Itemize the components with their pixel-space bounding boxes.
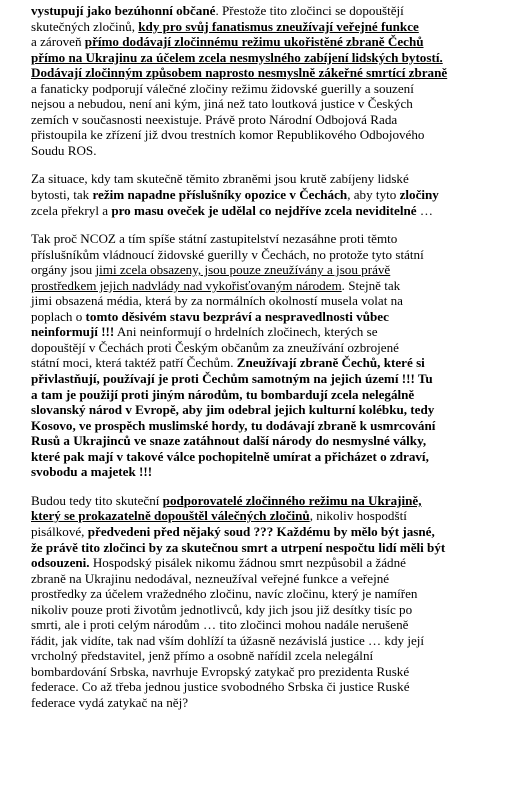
- bold-text-run: svobodu a majetek !!!: [31, 464, 153, 480]
- text-run: Hospodský pisálek nikomu žádnou smrt nezpůsobil a žádné: [89, 555, 406, 571]
- bold-text-run: pro masu oveček je udělal co nejdříve zcela neviditelné: [111, 202, 417, 218]
- text-line: [31, 464, 504, 480]
- text-run: federace vydá zatykač na něj?: [31, 694, 189, 710]
- bold-text-run: Rusů a Ukrajinců ve snaze zatáhnout další národy do nesmyslné války,: [31, 433, 427, 449]
- text-run: zbraně na Ukrajinu nedodával, nezneužíval veřejné funkce a veřejné: [31, 570, 390, 586]
- bold-text-run: Zneužívají zbraně Čechů, které si: [236, 355, 425, 371]
- bold-text-run: režim napadne příslušníky opozice v Čechách: [92, 187, 348, 203]
- bold-text-run: vystupují jako bezúhonní občané: [31, 3, 216, 18]
- text-line: [31, 50, 504, 66]
- bold-text-run: odsouzeni.: [31, 555, 90, 571]
- text-line: [31, 695, 504, 711]
- text-run: bytosti, tak: [31, 187, 93, 203]
- text-run: prostředkem jejich nadvlády nad vykořisťovaným národem: [31, 277, 342, 293]
- bold-text-run: tomto děsivém stavu bezpráví a nespravedlnosti vůbec: [85, 308, 389, 324]
- text-run: příslušníkům vládnoucí židovské guerilly v Čechách, no protože tyto státní: [31, 246, 424, 262]
- text-run: , nikoliv hospodští: [309, 508, 407, 524]
- bold-text-run: neinformují !!!: [31, 324, 115, 340]
- text-line: [31, 633, 504, 649]
- text-run: nikoliv pouze proti životům jednotlivců, kdy jich jsou již desítky tisíc po: [31, 601, 413, 617]
- text-run: a fanaticky podporují válečné zločiny režimu židovské guerilly a souzení: [31, 80, 414, 96]
- text-run: Za situace, kdy tam skutečně těmito zbraněmi jsou krutě zabíjeny lidské: [31, 171, 409, 187]
- text-line: [31, 247, 504, 263]
- text-line: [31, 231, 504, 247]
- text-line: [31, 617, 504, 633]
- text-run: poplach o: [31, 308, 86, 324]
- bold-text-run: Dodávají zločinným způsobem naprosto nesmyslně zákeřné smrtící zbraně: [31, 65, 448, 81]
- text-line: [31, 555, 504, 571]
- bold-text-run: a tam je použijí proti jiným národům, tu bombardují zcela nelegálně: [31, 386, 415, 402]
- bold-text-run: zločiny: [399, 187, 439, 203]
- bold-text-run: Kosovo, ve prospěch muslimské hordy, tu dodávají zbraně k usmrcování: [31, 417, 436, 433]
- text-run: , aby tyto: [347, 187, 400, 203]
- text-line: [31, 65, 504, 81]
- text-line: [31, 293, 504, 309]
- text-run: Tak proč NCOZ a tím spíše státní zastupitelství nezasáhne proti těmto: [31, 231, 398, 247]
- text-run: pisálkové,: [31, 523, 88, 539]
- text-run: jimi zcela obsazeny, jsou pouze zneužívány a jsou právě: [95, 262, 391, 278]
- text-line: [31, 96, 504, 112]
- text-run: Budou tedy tito skuteční: [31, 492, 163, 508]
- text-run: prostředky za účelem vražedného zločinu, navíc zločinu, který je namířen: [31, 586, 418, 602]
- text-run: zemích v současnosti neexistuje. Právě proto Národní Odbojová Rada: [31, 111, 398, 127]
- text-run: …: [416, 202, 433, 218]
- text-run: . Stejně tak: [341, 277, 401, 293]
- text-run: a zároveň: [31, 34, 85, 50]
- text-line: [31, 508, 504, 524]
- text-line: [31, 309, 504, 325]
- text-line: [31, 278, 504, 294]
- text-run: jimi obsazená média, která by za normálních okolností musela volat na: [31, 293, 403, 309]
- text-run: orgány jsou: [31, 262, 96, 278]
- text-line: [31, 602, 504, 618]
- bold-text-run: slovanský národ v Evropě, aby jim odebral jejich kulturní kolébku, tedy: [31, 402, 435, 418]
- text-line: [31, 171, 504, 187]
- bold-text-run: přímo dodávají zločinnému režimu ukořistěné zbraně Čechů: [84, 34, 424, 50]
- paragraph: [31, 171, 504, 218]
- text-line: [31, 371, 504, 387]
- text-line: [31, 324, 504, 340]
- text-line: [31, 127, 504, 143]
- text-line: [31, 402, 504, 418]
- text-line: [31, 387, 504, 403]
- text-run: řádit, jak vidíte, tak nad vším dohlíží ta úžasně nezávislá justice … kdy její: [31, 632, 425, 648]
- text-line: [31, 418, 504, 434]
- text-line: [31, 262, 504, 278]
- bold-text-run: kdy pro svůj fanatismus zneužívají veřejné funkce: [138, 18, 419, 34]
- bold-text-run: který se prokazatelně dopouštěl válečných zločinů: [31, 508, 310, 524]
- text-line: [31, 679, 504, 695]
- text-line: [31, 203, 504, 219]
- bold-text-run: předvedeni před nějaký soud ??? Každému by mělo být jasné,: [87, 523, 435, 539]
- text-line: [31, 34, 504, 50]
- bold-text-run: které pak mají v takové válce pochopitelně umírat a přicházet o zdraví,: [31, 448, 429, 464]
- text-run: nejsou a nebudou, není ani kým, jiná než tato loutková justice v Českých: [31, 96, 413, 112]
- text-line: [31, 540, 504, 556]
- paragraph: [31, 3, 504, 158]
- text-line: [31, 81, 504, 97]
- text-line: [31, 112, 504, 128]
- text-run: přistoupila ke zřízení již dvou trestních komor Republikového Odbojového: [31, 127, 425, 143]
- text-run: bombardování Srbska, navrhuje Evropský zatykač pro prezidenta Ruské: [31, 663, 410, 679]
- text-run: federace. Co až třeba jednou justice svobodného Srbska či justice Ruské: [31, 679, 410, 695]
- text-line: [31, 493, 504, 509]
- paragraph: [31, 493, 504, 711]
- text-run: vrcholný představitel, jenž přímo a osobně nařídil zcela nelegální: [31, 648, 374, 664]
- text-line: [31, 433, 504, 449]
- bold-text-run: přivlastňují, používají je proti Čechům samotným na jejich území !!! Tu: [31, 371, 433, 387]
- text-run: Ani neinformují o hrdelních zločinech, kterých se: [114, 324, 378, 340]
- text-line: [31, 648, 504, 664]
- text-line: [31, 340, 504, 356]
- bold-text-run: podporovatelé zločinného režimu na Ukrajině,: [162, 492, 422, 508]
- text-run: dopouštějí v Čechách proti Českým občanům za zneužívání ozbrojené: [31, 339, 399, 355]
- text-line: [31, 3, 504, 19]
- text-line: [31, 19, 504, 35]
- text-run: . Přestože tito zločinci se dopouštějí: [215, 3, 404, 18]
- text-run: Soudu ROS.: [31, 142, 97, 158]
- text-line: [31, 143, 504, 159]
- text-line: [31, 524, 504, 540]
- bold-text-run: že právě tito zločinci by za skutečnou smrt a utrpení nespočtu lidí měli být: [31, 539, 446, 555]
- text-line: [31, 586, 504, 602]
- text-line: [31, 664, 504, 680]
- text-line: [31, 449, 504, 465]
- paragraph: [31, 231, 504, 480]
- text-run: státní moci, která taktéž patří Čechům.: [31, 355, 237, 371]
- text-line: [31, 571, 504, 587]
- bold-text-run: přímo na Ukrajinu za účelem zcela nesmyslného zabíjení lidských bytostí.: [31, 49, 443, 65]
- text-run: skutečných zločinů,: [31, 18, 139, 34]
- text-run: smrti, ale i proti celým národům … tito zločinci mohou nadále nerušeně: [31, 617, 409, 633]
- text-run: zcela překryl a: [31, 202, 112, 218]
- text-line: [31, 187, 504, 203]
- text-line: [31, 355, 504, 371]
